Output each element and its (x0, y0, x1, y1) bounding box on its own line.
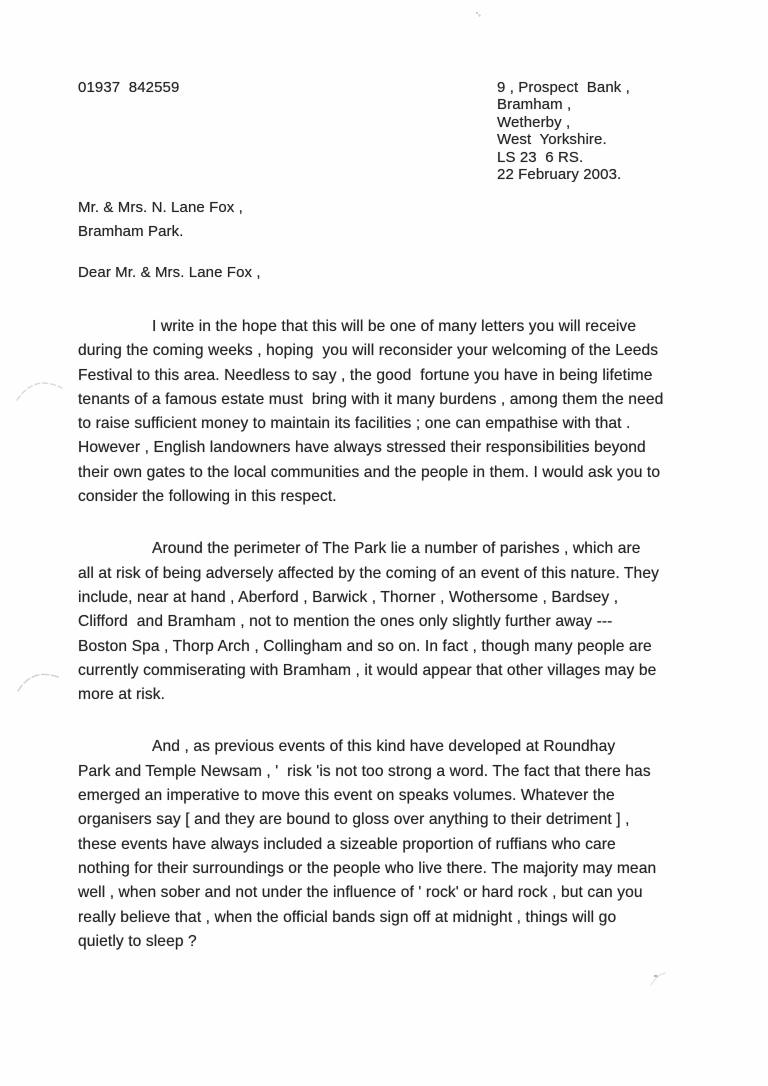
text-line: LS 23 6 RS. (497, 148, 584, 166)
text-line: Bramham Park. (78, 223, 184, 240)
text-line: Around the perimeter of The Park lie a number of parishes , which are (152, 540, 641, 558)
text-line: And , as previous events of this kind have developed at Roundhay (152, 738, 616, 756)
text-line: However , English landowners have always stressed their responsibilities beyond (78, 439, 646, 457)
letter-body (78, 315, 678, 954)
text-line: emerged an imperative to move this event on speaks volumes. Whatever the (78, 787, 615, 805)
text-line: consider the following in this respect. (78, 488, 337, 506)
phone-number: 01937 842559 (78, 79, 180, 96)
text-line: these events have always included a sizeable proportion of ruffians who care (78, 835, 616, 853)
text-line: currently commiserating with Bramham , it would appear that other villages may be (78, 661, 657, 679)
recipient-block (78, 196, 243, 244)
salutation: Dear Mr. & Mrs. Lane Fox , (78, 264, 261, 281)
scan-arc-upper-left (14, 378, 66, 404)
text-line: include, near at hand , Aberford , Barwick , Thorner , Wothersome , Bardsey , (78, 588, 619, 606)
text-line: Boston Spa , Thorp Arch , Collingham and so on. In fact , though many people are (78, 637, 652, 655)
text-line: more at risk. (78, 686, 166, 704)
paragraph-3 (78, 735, 678, 954)
text-line: during the coming weeks , hoping you will reconsider your welcoming of the Leeds (78, 342, 659, 360)
text-line: all at risk of being adversely affected by the coming of an event of this nature. They (78, 564, 659, 582)
text-line: well , when sober and not under the influence of ' rock' or hard rock , but can you (78, 884, 643, 902)
text-line: Festival to this area. Needless to say , the good fortune you have in being lifetime (78, 366, 653, 384)
paragraph-1 (78, 315, 678, 509)
text-line: quietly to sleep ? (78, 932, 197, 950)
text-line: West Yorkshire. (497, 131, 607, 149)
text-line: to raise sufficient money to maintain its facilities ; one can empathise with that . (78, 415, 631, 433)
text-line: 22 February 2003. (497, 166, 622, 184)
text-line: Wetherby , (497, 113, 571, 131)
scan-speck-top (472, 9, 484, 21)
text-line: Park and Temple Newsam , ' risk 'is not too strong a word. The fact that there has (78, 762, 651, 780)
text-line: their own gates to the local communities and the people in them. I would ask you to (78, 463, 661, 481)
scan-speck-bottom-right (645, 965, 675, 991)
text-line: Mr. & Mrs. N. Lane Fox , (78, 199, 243, 216)
paragraph-2 (78, 537, 678, 707)
text-line: nothing for their surroundings or the people who live there. The majority may mean (78, 859, 657, 877)
scan-arc-lower-left (16, 670, 64, 694)
text-line: organisers say [ and they are bound to gloss over anything to their detriment ] , (78, 811, 630, 829)
text-line: tenants of a famous estate must bring with it many burdens , among them the need (78, 390, 664, 408)
sender-address-block (497, 79, 630, 183)
text-line: really believe that , when the official bands sign off at midnight , things will go (78, 908, 617, 926)
text-line: 9 , Prospect Bank , (497, 79, 630, 96)
text-line: Bramham , (497, 96, 572, 114)
text-line: Clifford and Bramham , not to mention the ones only slightly further away --- (78, 613, 613, 631)
text-line: I write in the hope that this will be one of many letters you will receive (152, 318, 637, 335)
